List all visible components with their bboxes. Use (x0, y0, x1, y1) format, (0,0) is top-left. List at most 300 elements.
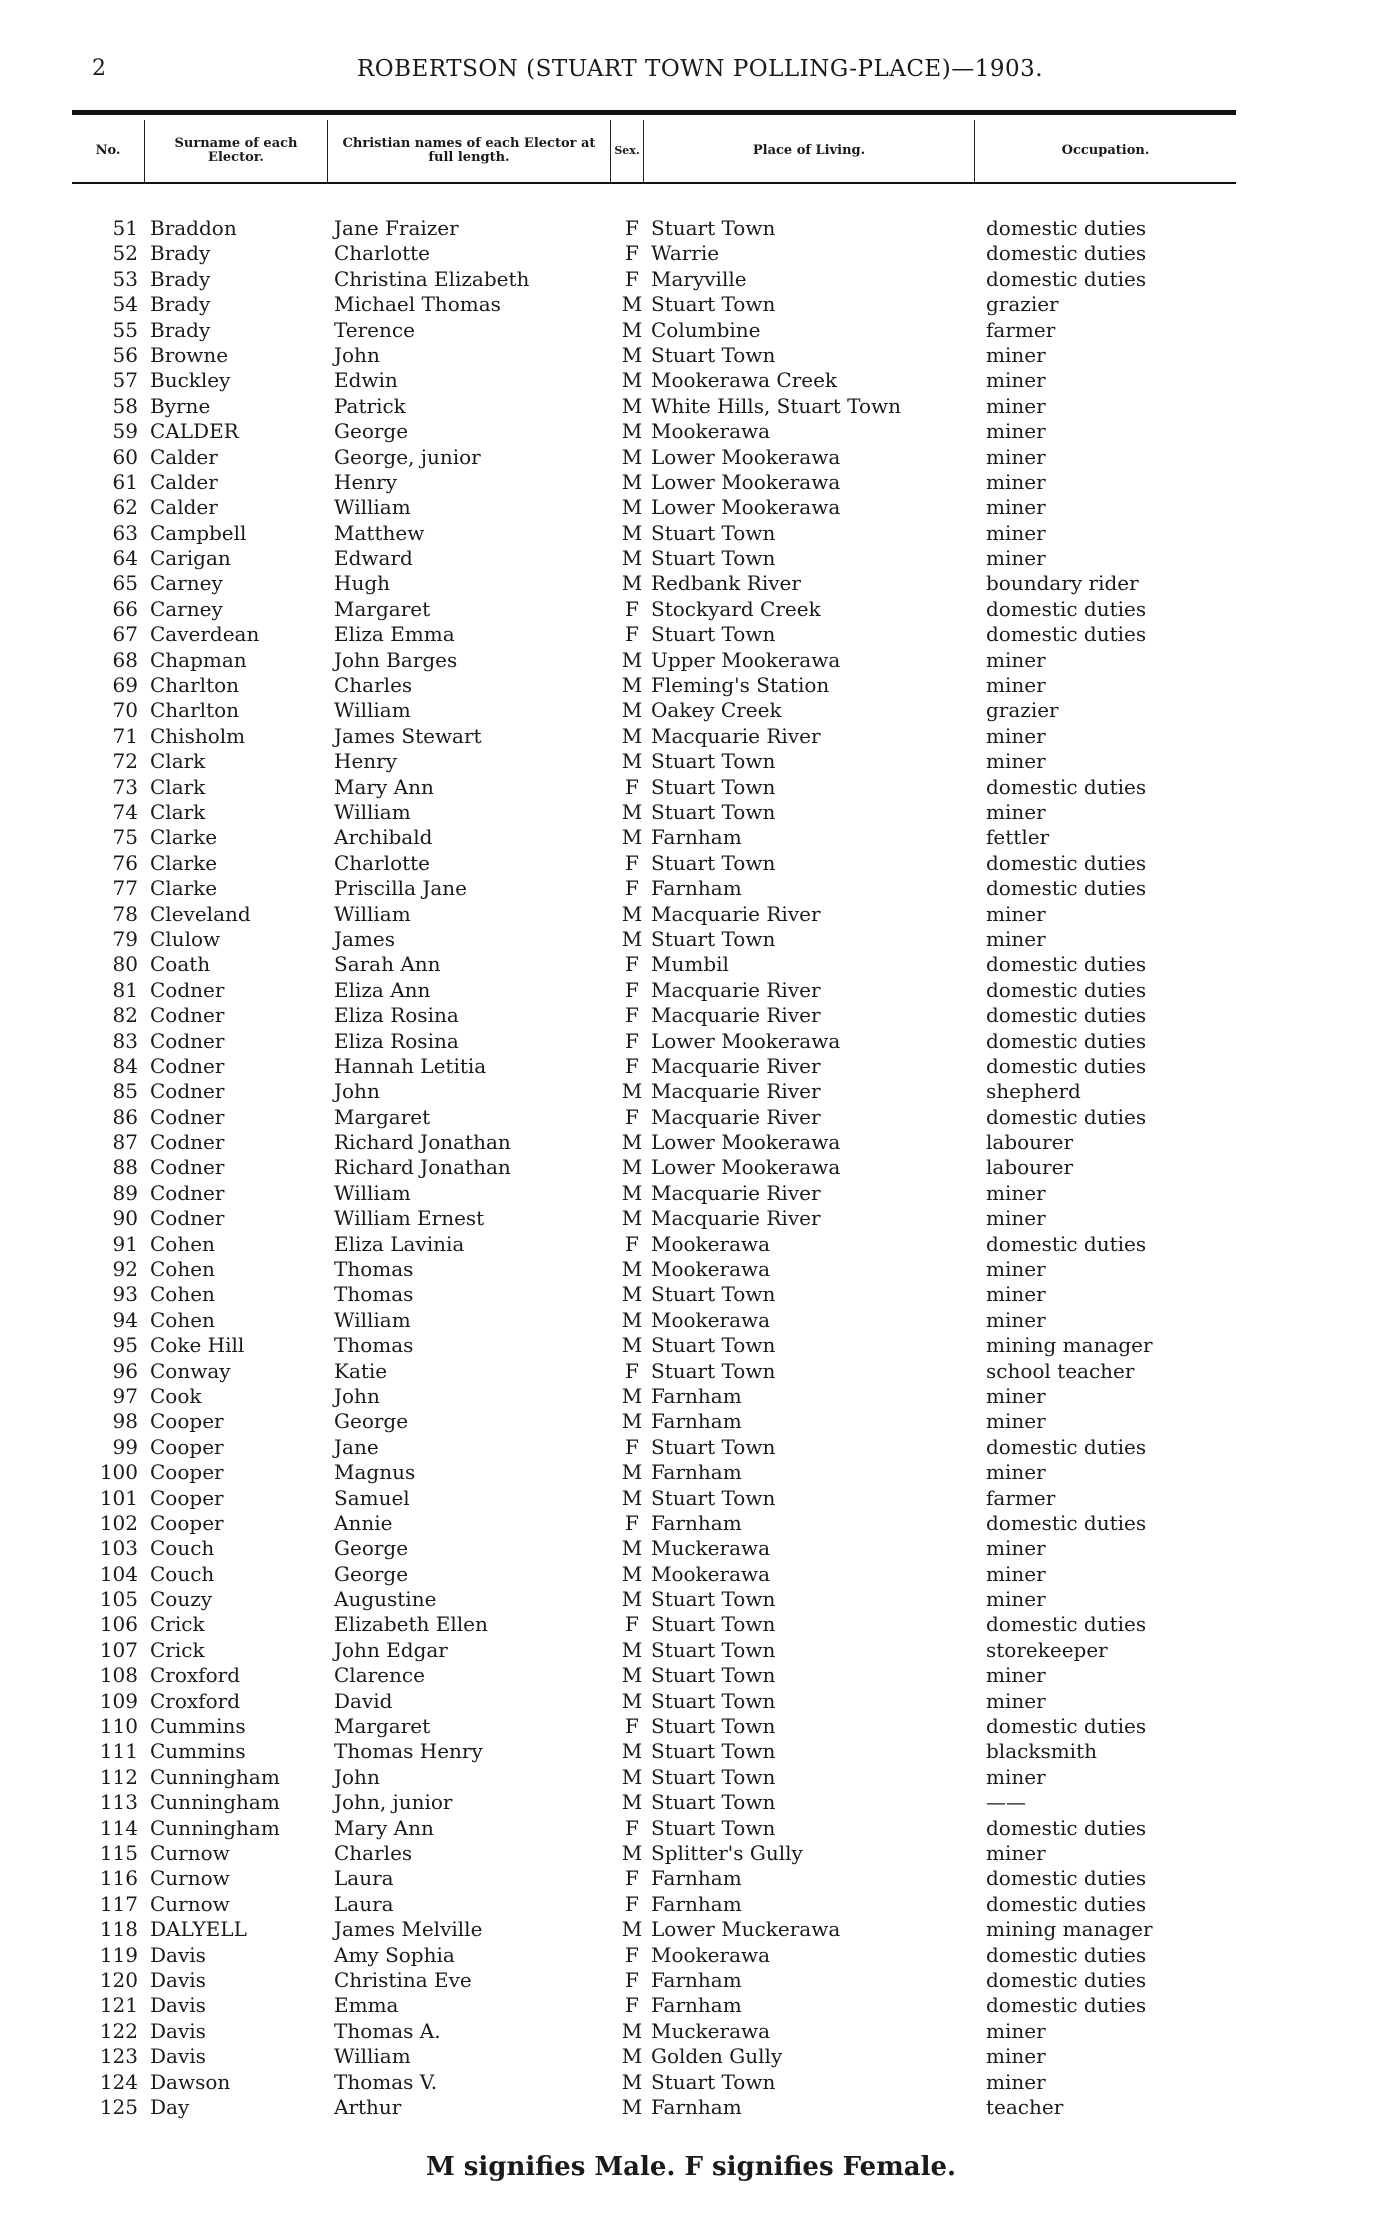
elector-sex: F (625, 952, 639, 977)
elector-sex: M (621, 571, 643, 596)
elector-surname: Clark (150, 749, 206, 774)
elector-surname: Codner (150, 1028, 225, 1053)
elector-surname: Cook (150, 1383, 202, 1408)
elector-number: 117 (99, 1891, 138, 1916)
elector-place-of-living: Macquarie River (651, 1079, 821, 1104)
elector-surname: Cunningham (150, 1790, 280, 1815)
elector-sex: M (621, 342, 643, 367)
elector-christian-names: John (334, 342, 380, 367)
elector-number: 106 (99, 1612, 138, 1637)
elector-surname: Codner (150, 1155, 225, 1180)
elector-surname: DALYELL (150, 1917, 247, 1942)
elector-surname: Coath (150, 952, 211, 977)
elector-number: 105 (99, 1587, 138, 1612)
elector-place-of-living: Golden Gully (651, 2044, 783, 2069)
elector-occupation: boundary rider (986, 571, 1139, 596)
elector-surname: Charlton (150, 698, 240, 723)
elector-surname: Cohen (150, 1307, 215, 1332)
elector-christian-names: Laura (334, 1866, 394, 1891)
elector-number: 63 (112, 520, 138, 545)
elector-number: 93 (112, 1282, 138, 1307)
elector-row (0, 775, 1382, 800)
elector-sex: F (625, 1003, 639, 1028)
elector-row (0, 622, 1382, 647)
elector-row (0, 1130, 1382, 1155)
elector-christian-names: John (334, 1383, 380, 1408)
elector-surname: Brady (150, 317, 211, 342)
elector-place-of-living: Macquarie River (651, 1180, 821, 1205)
elector-row (0, 1892, 1382, 1917)
elector-christian-names: Elizabeth Ellen (334, 1612, 488, 1637)
elector-number: 115 (99, 1841, 138, 1865)
elector-surname: Croxford (150, 1688, 240, 1713)
elector-place-of-living: Macquarie River (651, 1104, 821, 1129)
elector-row (0, 1790, 1382, 1815)
elector-occupation: miner (986, 2018, 1046, 2043)
elector-occupation: domestic duties (986, 622, 1147, 647)
elector-number: 90 (112, 1206, 138, 1231)
elector-christian-names: George (334, 1409, 409, 1434)
elector-christian-names: Christina Elizabeth (334, 266, 530, 291)
elector-sex: M (621, 419, 643, 444)
elector-occupation: domestic duties (986, 1612, 1147, 1637)
elector-row (0, 2095, 1382, 2120)
elector-row (0, 292, 1382, 317)
elector-place-of-living: Stuart Town (651, 749, 776, 774)
elector-sex: M (621, 1180, 643, 1205)
elector-number: 74 (112, 799, 138, 824)
elector-occupation: miner (986, 647, 1046, 672)
elector-sex: M (621, 2069, 643, 2094)
elector-row (0, 495, 1382, 520)
elector-surname: Codner (150, 1003, 225, 1028)
elector-occupation: labourer (986, 1155, 1074, 1180)
elector-christian-names: Charlotte (334, 850, 431, 875)
elector-christian-names: Laura (334, 1891, 394, 1916)
elector-christian-names: David (334, 1688, 393, 1713)
elector-sex: M (621, 546, 643, 571)
elector-number: 64 (112, 546, 138, 571)
elector-number: 101 (99, 1485, 138, 1510)
elector-place-of-living: Stockyard Creek (651, 596, 821, 621)
elector-number: 75 (112, 825, 138, 850)
elector-place-of-living: Macquarie River (651, 723, 821, 748)
elector-sex: M (621, 1206, 643, 1231)
elector-christian-names: John (334, 1079, 380, 1104)
elector-place-of-living: White Hills, Stuart Town (651, 393, 901, 418)
elector-sex: M (621, 1333, 643, 1358)
elector-christian-names: Thomas (334, 1257, 414, 1282)
elector-number: 121 (99, 1993, 138, 2018)
elector-occupation: mining manager (986, 1917, 1153, 1942)
elector-surname: Cummins (150, 1739, 246, 1764)
elector-sex: M (621, 1282, 643, 1307)
elector-occupation: miner (986, 495, 1046, 520)
elector-row (0, 267, 1382, 292)
elector-place-of-living: Macquarie River (651, 977, 821, 1002)
elector-christian-names: George (334, 1561, 409, 1586)
elector-number: 69 (112, 673, 138, 698)
elector-christian-names: Sarah Ann (334, 952, 441, 977)
elector-sex: M (621, 1587, 643, 1612)
elector-row (0, 1562, 1382, 1587)
elector-number: 125 (99, 2094, 138, 2119)
elector-number: 107 (99, 1637, 138, 1662)
elector-number: 97 (112, 1383, 138, 1408)
elector-occupation: domestic duties (986, 1028, 1147, 1053)
elector-place-of-living: Stuart Town (651, 850, 776, 875)
elector-surname: Codner (150, 1206, 225, 1231)
elector-occupation: miner (986, 342, 1046, 367)
elector-occupation: domestic duties (986, 1866, 1147, 1891)
elector-surname: Crick (150, 1637, 205, 1662)
elector-sex: M (621, 495, 643, 520)
elector-sex: F (625, 216, 639, 240)
elector-christian-names: William (334, 495, 411, 520)
elector-sex: F (625, 1993, 639, 2018)
elector-occupation: domestic duties (986, 977, 1147, 1002)
elector-place-of-living: Farnham (651, 825, 742, 850)
elector-christian-names: Arthur (334, 2094, 402, 2119)
elector-number: 110 (99, 1714, 138, 1739)
elector-place-of-living: Stuart Town (651, 546, 776, 571)
elector-christian-names: Henry (334, 749, 398, 774)
elector-place-of-living: Macquarie River (651, 901, 821, 926)
elector-christian-names: Katie (334, 1358, 388, 1383)
elector-row (0, 1029, 1382, 1054)
elector-place-of-living: Stuart Town (651, 1587, 776, 1612)
elector-christian-names: Thomas (334, 1282, 414, 1307)
elector-sex: F (625, 1866, 639, 1891)
elector-occupation: miner (986, 1764, 1046, 1789)
elector-sex: M (621, 1917, 643, 1942)
elector-christian-names: Thomas V. (334, 2069, 438, 2094)
elector-number: 67 (112, 622, 138, 647)
elector-place-of-living: Mookerawa Creek (651, 368, 838, 393)
elector-place-of-living: Oakey Creek (651, 698, 782, 723)
elector-number: 77 (112, 876, 138, 901)
elector-occupation: labourer (986, 1130, 1074, 1155)
elector-christian-names: Margaret (334, 1714, 431, 1739)
elector-christian-names: Priscilla Jane (334, 876, 468, 901)
elector-place-of-living: Lower Mookerawa (651, 444, 841, 469)
elector-christian-names: Margaret (334, 1104, 431, 1129)
elector-christian-names: Matthew (334, 520, 425, 545)
elector-row (0, 749, 1382, 774)
elector-row (0, 724, 1382, 749)
elector-sex: F (625, 1434, 639, 1459)
elector-occupation: teacher (986, 2094, 1064, 2119)
elector-surname: Byrne (150, 393, 211, 418)
elector-row (0, 1181, 1382, 1206)
elector-surname: Clarke (150, 850, 218, 875)
elector-christian-names: Richard Jonathan (334, 1155, 511, 1180)
elector-christian-names: Annie (334, 1510, 393, 1535)
elector-row (0, 851, 1382, 876)
elector-number: 100 (99, 1460, 138, 1485)
elector-place-of-living: Stuart Town (651, 1282, 776, 1307)
elector-occupation: miner (986, 799, 1046, 824)
elector-occupation: miner (986, 2044, 1046, 2069)
elector-number: 114 (99, 1815, 138, 1840)
elector-number: 87 (112, 1130, 138, 1155)
elector-occupation: domestic duties (986, 1967, 1147, 1992)
elector-sex: M (621, 444, 643, 469)
elector-sex: M (621, 1383, 643, 1408)
elector-place-of-living: Stuart Town (651, 1612, 776, 1637)
elector-row (0, 1816, 1382, 1841)
elector-christian-names: Hugh (334, 571, 391, 596)
elector-sex: M (621, 2044, 643, 2069)
elector-christian-names: Christina Eve (334, 1967, 472, 1992)
elector-christian-names: Charles (334, 1841, 413, 1865)
elector-number: 62 (112, 495, 138, 520)
elector-christian-names: Amy Sophia (334, 1942, 455, 1967)
elector-place-of-living: Lower Muckerawa (651, 1917, 841, 1942)
elector-christian-names: William (334, 2044, 411, 2069)
page-number: 2 (92, 56, 106, 81)
elector-row (0, 2044, 1382, 2069)
elector-sex: M (621, 825, 643, 850)
elector-sex: F (625, 1815, 639, 1840)
elector-number: 53 (112, 266, 138, 291)
elector-surname: Browne (150, 342, 229, 367)
elector-surname: Conway (150, 1358, 231, 1383)
elector-row (0, 800, 1382, 825)
elector-surname: Couch (150, 1536, 215, 1561)
elector-number: 52 (112, 241, 138, 266)
elector-row (0, 825, 1382, 850)
elector-surname: Calder (150, 444, 218, 469)
elector-place-of-living: Farnham (651, 1967, 742, 1992)
elector-number: 81 (112, 977, 138, 1002)
elector-row (0, 318, 1382, 343)
elector-surname: Cohen (150, 1257, 215, 1282)
elector-place-of-living: Farnham (651, 876, 742, 901)
elector-number: 98 (112, 1409, 138, 1434)
elector-surname: Davis (150, 2018, 206, 2043)
elector-row (0, 1587, 1382, 1612)
elector-surname: Clulow (150, 926, 221, 951)
elector-occupation: domestic duties (986, 1053, 1147, 1078)
elector-surname: Codner (150, 1130, 225, 1155)
elector-occupation: domestic duties (986, 241, 1147, 266)
elector-row (0, 1079, 1382, 1104)
elector-number: 109 (99, 1688, 138, 1713)
elector-christian-names: Edwin (334, 368, 398, 393)
elector-sex: M (621, 1790, 643, 1815)
elector-occupation: miner (986, 1257, 1046, 1282)
column-header-place-of-living: Place of Living. (752, 143, 866, 158)
elector-number: 70 (112, 698, 138, 723)
elector-number: 119 (99, 1942, 138, 1967)
elector-row (0, 1536, 1382, 1561)
elector-place-of-living: Muckerawa (651, 2018, 771, 2043)
elector-place-of-living: Mumbil (651, 952, 729, 977)
elector-surname: Cooper (150, 1434, 224, 1459)
elector-number: 55 (112, 317, 138, 342)
column-header-occupation: Occupation. (1061, 143, 1150, 158)
elector-surname: Calder (150, 495, 218, 520)
elector-christian-names: Archibald (334, 825, 433, 850)
elector-sex: M (621, 698, 643, 723)
elector-sex: F (625, 774, 639, 799)
elector-sex: M (621, 368, 643, 393)
elector-sex: F (625, 1358, 639, 1383)
elector-place-of-living: Redbank River (651, 571, 801, 596)
elector-place-of-living: Stuart Town (651, 1333, 776, 1358)
elector-occupation: domestic duties (986, 596, 1147, 621)
elector-christian-names: Terence (334, 317, 415, 342)
elector-christian-names: Hannah Letitia (334, 1053, 487, 1078)
elector-surname: Curnow (150, 1866, 230, 1891)
elector-row (0, 1232, 1382, 1257)
elector-surname: Brady (150, 241, 211, 266)
elector-christian-names: George (334, 419, 409, 444)
elector-christian-names: Emma (334, 1993, 399, 2018)
elector-number: 88 (112, 1155, 138, 1180)
elector-occupation: miner (986, 723, 1046, 748)
elector-occupation: miner (986, 1307, 1046, 1332)
elector-occupation: miner (986, 546, 1046, 571)
elector-occupation: miner (986, 1282, 1046, 1307)
elector-number: 60 (112, 444, 138, 469)
elector-row (0, 1054, 1382, 1079)
elector-surname: Cunningham (150, 1815, 280, 1840)
elector-sex: F (625, 622, 639, 647)
elector-number: 58 (112, 393, 138, 418)
elector-number: 76 (112, 850, 138, 875)
elector-occupation: miner (986, 368, 1046, 393)
elector-surname: Cunningham (150, 1764, 280, 1789)
elector-christian-names: Charles (334, 673, 413, 698)
elector-christian-names: William Ernest (334, 1206, 485, 1231)
elector-row (0, 1282, 1382, 1307)
elector-surname: Couch (150, 1561, 215, 1586)
elector-sex: F (625, 1967, 639, 1992)
elector-number: 54 (112, 292, 138, 317)
elector-sex: M (621, 1257, 643, 1282)
elector-place-of-living: Farnham (651, 1409, 742, 1434)
elector-occupation: domestic duties (986, 1003, 1147, 1028)
elector-christian-names: Eliza Rosina (334, 1028, 459, 1053)
elector-row (0, 1663, 1382, 1688)
elector-number: 68 (112, 647, 138, 672)
elector-christian-names: Mary Ann (334, 1815, 434, 1840)
sex-legend-footnote: M signifies Male. F signifies Female. (425, 2152, 957, 2182)
elector-christian-names: George, junior (334, 444, 481, 469)
elector-surname: Charlton (150, 673, 240, 698)
elector-row (0, 1206, 1382, 1231)
elector-place-of-living: Farnham (651, 1891, 742, 1916)
elector-sex: F (625, 266, 639, 291)
elector-occupation: mining manager (986, 1333, 1153, 1358)
elector-surname: Cohen (150, 1282, 215, 1307)
elector-place-of-living: Mookerawa (651, 1257, 771, 1282)
elector-number: 57 (112, 368, 138, 393)
elector-row (0, 419, 1382, 444)
elector-sex: M (621, 469, 643, 494)
elector-row (0, 597, 1382, 622)
elector-occupation: domestic duties (986, 876, 1147, 901)
elector-occupation: miner (986, 1841, 1046, 1865)
elector-row (0, 648, 1382, 673)
elector-place-of-living: Stuart Town (651, 1663, 776, 1688)
elector-occupation: shepherd (986, 1079, 1081, 1104)
elector-occupation: domestic duties (986, 1231, 1147, 1256)
elector-place-of-living: Stuart Town (651, 1739, 776, 1764)
elector-occupation: miner (986, 1663, 1046, 1688)
elector-place-of-living: Lower Mookerawa (651, 1155, 841, 1180)
elector-christian-names: Augustine (334, 1587, 437, 1612)
elector-surname: Cohen (150, 1231, 215, 1256)
elector-sex: M (621, 799, 643, 824)
elector-place-of-living: Warrie (651, 241, 720, 266)
elector-surname: Davis (150, 1967, 206, 1992)
elector-number: 96 (112, 1358, 138, 1383)
column-header-surname: Surname of each Elector. (174, 136, 298, 165)
elector-place-of-living: Farnham (651, 1866, 742, 1891)
elector-number: 65 (112, 571, 138, 596)
elector-number: 66 (112, 596, 138, 621)
elector-row (0, 902, 1382, 927)
elector-surname: Davis (150, 2044, 206, 2069)
elector-sex: M (621, 1637, 643, 1662)
elector-row (0, 1257, 1382, 1282)
elector-sex: M (621, 1764, 643, 1789)
elector-row (0, 1409, 1382, 1434)
elector-occupation: domestic duties (986, 1942, 1147, 1967)
elector-christian-names: James Melville (334, 1917, 483, 1942)
elector-place-of-living: Stuart Town (651, 292, 776, 317)
elector-number: 120 (99, 1967, 138, 1992)
elector-number: 112 (99, 1764, 138, 1789)
elector-surname: Braddon (150, 216, 237, 240)
elector-row (0, 1689, 1382, 1714)
elector-sex: M (621, 1536, 643, 1561)
elector-surname: Chapman (150, 647, 247, 672)
elector-christian-names: Eliza Rosina (334, 1003, 459, 1028)
elector-number: 116 (99, 1866, 138, 1891)
elector-place-of-living: Lower Mookerawa (651, 469, 841, 494)
elector-row (0, 1003, 1382, 1028)
elector-number: 123 (99, 2044, 138, 2069)
elector-row (0, 1460, 1382, 1485)
elector-surname: Chisholm (150, 723, 246, 748)
elector-number: 122 (99, 2018, 138, 2043)
elector-sex: M (621, 901, 643, 926)
elector-place-of-living: Macquarie River (651, 1206, 821, 1231)
elector-row (0, 368, 1382, 393)
elector-row (0, 952, 1382, 977)
elector-sex: M (621, 1485, 643, 1510)
elector-occupation: grazier (986, 698, 1059, 723)
elector-place-of-living: Lower Mookerawa (651, 1028, 841, 1053)
elector-number: 73 (112, 774, 138, 799)
elector-row (0, 1612, 1382, 1637)
elector-place-of-living: Lower Mookerawa (651, 495, 841, 520)
page-title: ROBERTSON (STUART TOWN POLLING-PLACE)—1903. (356, 56, 1044, 82)
elector-surname: Brady (150, 292, 211, 317)
elector-row (0, 1739, 1382, 1764)
elector-occupation: domestic duties (986, 1815, 1147, 1840)
elector-place-of-living: Mookerawa (651, 1561, 771, 1586)
elector-number: 94 (112, 1307, 138, 1332)
elector-christian-names: John Edgar (334, 1637, 448, 1662)
elector-christian-names: Clarence (334, 1663, 425, 1688)
elector-sex: F (625, 1891, 639, 1916)
elector-sex: M (621, 292, 643, 317)
